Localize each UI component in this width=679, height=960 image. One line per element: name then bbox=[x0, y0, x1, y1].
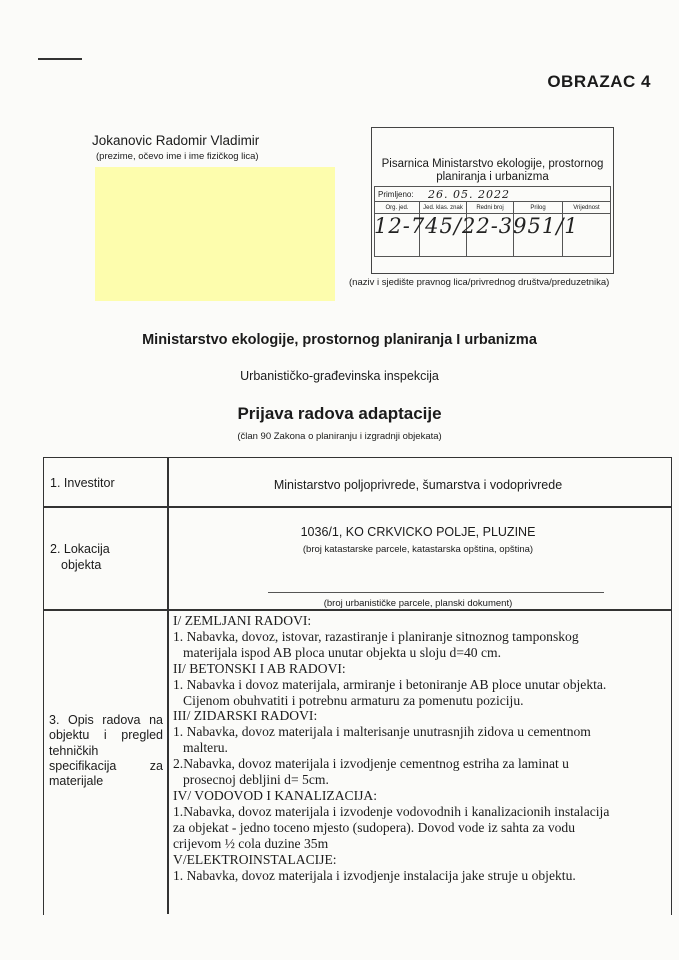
stamp-received-row bbox=[374, 186, 611, 202]
works-line: 1. Nabavka i dovoz materijala, armiranje i betoniranje AB ploce unutar objekta. bbox=[173, 676, 607, 692]
works-line: 1. Nabavka, dovoz, istovar, razastiranje i planiranje sitnoznog tamponskog bbox=[173, 628, 579, 644]
urban-parcel-caption: (broj urbanističke parcele, planski dokument) bbox=[323, 598, 513, 609]
investor-value: Ministarstvo poljoprivrede, šumarstva i vodoprivrede bbox=[273, 478, 563, 492]
stamp-col-value: Vrijednost bbox=[573, 204, 600, 211]
stamp-caption: (naziv i sjedište pravnog lica/privrednog društva/preduzetnika) bbox=[349, 277, 610, 288]
stamp-title-line2: planiranja i urbanizma bbox=[436, 171, 549, 183]
stamp-header-row bbox=[374, 202, 611, 214]
inspection-heading: Urbanističko-građevinska inspekcija bbox=[240, 369, 439, 383]
works-line: I/ ZEMLJANI RADOVI: bbox=[173, 613, 312, 628]
location-caption: (broj katastarske parcele, katastarska opština, opština) bbox=[302, 544, 534, 555]
stamp-col-class: Jed. klas. znak bbox=[420, 202, 467, 213]
works-line: za objekat - jedno toceno mjesto (sudopera). Dovod vode iz sahta za vodu bbox=[173, 819, 576, 835]
stamp-col-att: Prilog bbox=[514, 202, 563, 213]
works-line: V/ELEKTROINSTALACIJE: bbox=[173, 851, 337, 867]
location-label-line1: 2. Lokacija bbox=[50, 542, 110, 556]
applicant-name: Jokanovic Radomir Vladimir bbox=[92, 133, 260, 148]
document-subtitle: (član 90 Zakona o planiranju i izgradnji objekata) bbox=[237, 431, 442, 442]
works-line: 1. Nabavka, dovoz materijala i izvodjenje instalacija jake struje u objektu. bbox=[173, 867, 576, 883]
location-value: 1036/1, KO CRKVICKO POLJE, PLUZINE bbox=[300, 525, 536, 539]
works-line: 1. Nabavka, dovoz materijala i malterisanje unutrasnjih zidova u cementnom bbox=[173, 724, 591, 740]
works-line: malteru. bbox=[183, 740, 228, 756]
registry-stamp bbox=[371, 127, 614, 274]
works-line: III/ ZIDARSKI RADOVI: bbox=[173, 708, 318, 724]
urban-parcel-line bbox=[268, 592, 604, 593]
document-title: Prijava radova adaptacije bbox=[237, 404, 442, 423]
stamp-title bbox=[374, 158, 611, 184]
location-label-line2: objekta bbox=[61, 558, 102, 572]
works-description bbox=[173, 613, 663, 883]
stamp-registry-number: 12-745/22-3951/1 bbox=[374, 214, 579, 238]
applicant-caption: (prezime, očevo ime i ime fizičkog lica) bbox=[96, 151, 259, 162]
stamp-title-line1: Pisarnica Ministarstvo ekologije, prostornog bbox=[381, 158, 604, 170]
form-number: OBRAZAC 4 bbox=[547, 72, 651, 91]
works-line: prosecnoj debljini d= 5cm. bbox=[183, 772, 329, 788]
table-row-divider-1 bbox=[43, 506, 672, 508]
works-line: crijevom ½ cola duzine 35m bbox=[173, 835, 329, 851]
works-line: IV/ VODOVOD I KANALIZACIJA: bbox=[173, 787, 378, 803]
table-row-divider-2 bbox=[43, 609, 672, 611]
stamp-col-reg: Redni broj bbox=[467, 202, 514, 213]
investor-label: 1. Investitor bbox=[50, 476, 115, 490]
header-dash-mark bbox=[38, 58, 82, 60]
works-line: 2.Nabavka, dovoz materijala i izvodjenje cementnog estriha za laminat u bbox=[173, 756, 569, 772]
description-label: 3. Opis radova na objektu i pregled tehničkih specifikacija za materijale bbox=[49, 713, 163, 789]
stamp-received-label: Primljeno: bbox=[378, 189, 414, 199]
ministry-heading: Ministarstvo ekologije, prostornog planiranja I urbanizma bbox=[142, 332, 537, 348]
works-line: Cijenom obuhvatiti i potrebnu armaturu za pomenutu poziciju. bbox=[183, 692, 524, 708]
stamp-received-date: 26. 05. 2022 bbox=[428, 187, 510, 201]
works-line: 1.Nabavka, dovoz materijala i izvodenje vodovodnih i kanalizacionih instalacija bbox=[173, 803, 610, 819]
highlighted-address-area bbox=[95, 167, 335, 301]
stamp-col-org: Org. jed. bbox=[375, 202, 420, 213]
works-line: materijala ispod AB ploca unutar objekta u sloju d=40 cm. bbox=[183, 644, 501, 660]
works-line: II/ BETONSKI I AB RADOVI: bbox=[173, 660, 346, 676]
